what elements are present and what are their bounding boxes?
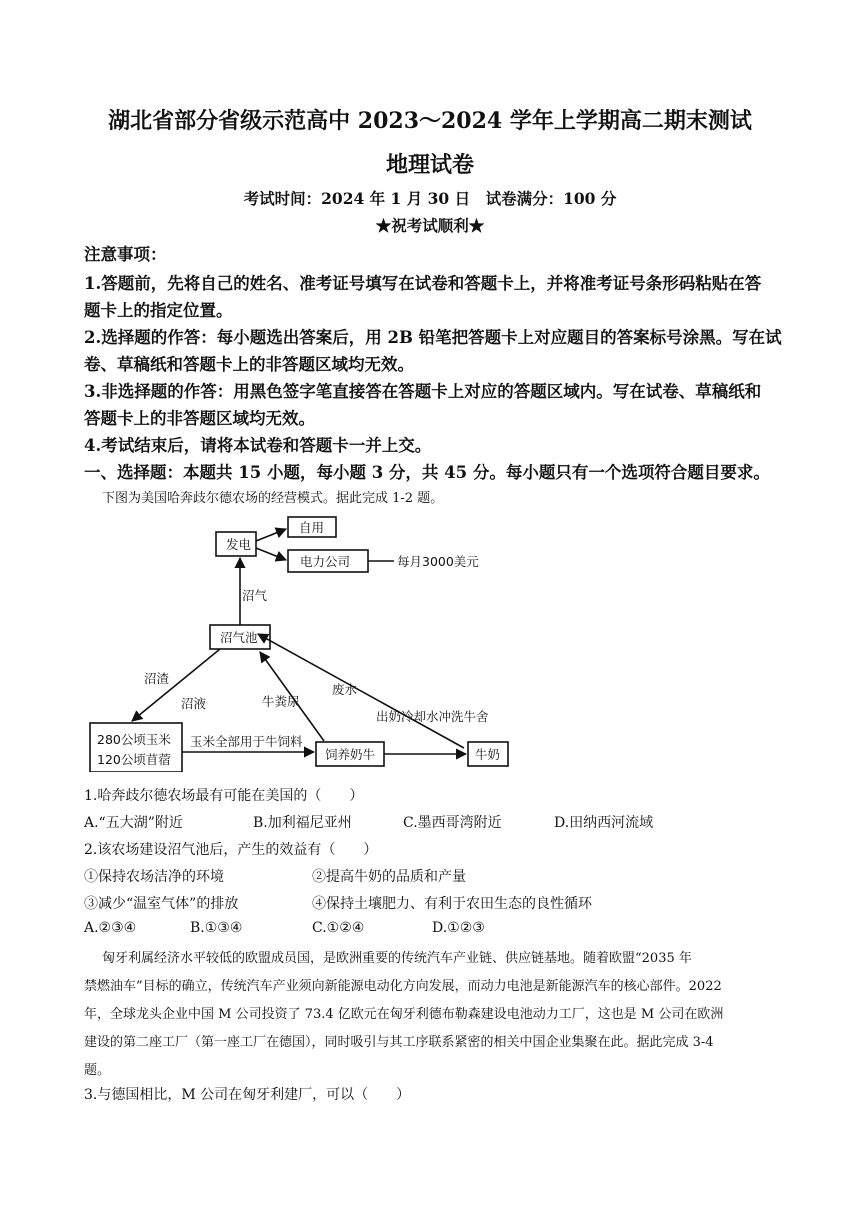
- section-heading: 一、选择题：本题共 15 小题，每小题 3 分，共 45 分。每小题只有一个选项符合题目要求。: [84, 463, 770, 482]
- exam-title: 湖北省部分省级示范高中 2023～2024 学年上学期高二期末测试: [108, 108, 752, 134]
- notes-line: 3.非选择题的作答：用黑色签字笔直接答在答题卡上对应的答题区域内。写在试卷、草稿纸和: [84, 382, 762, 401]
- arrow-to-self-use: [256, 529, 286, 541]
- question-2-option-a: A.②③④: [84, 920, 137, 936]
- question-2-item: ④保持土壤肥力、有利于农田生态的良性循环: [312, 896, 592, 912]
- question-3-stem: 3.与德国相比，M 公司在匈牙利建厂，可以（ ）: [84, 1087, 411, 1103]
- question-2-option-d: D.①②③: [432, 920, 485, 936]
- question-2-item: ②提高牛奶的品质和产量: [312, 869, 466, 885]
- dairy-cattle-label: 饲养奶牛: [325, 747, 376, 762]
- notes-line: 题卡上的指定位置。: [84, 301, 233, 320]
- question-2-item: ①保持农场洁净的环境: [84, 869, 224, 885]
- notes-line: 2.选择题的作答：每小题选出答案后，用 2B 铅笔把答题卡上对应题目的答案标号涂黑。写在试: [84, 328, 782, 347]
- passage-line: 匈牙利属经济水平较低的欧盟成员国，是欧洲重要的传统汽车产业链、供应链基地。随着欧盟“2035 年: [102, 951, 692, 966]
- question-2-item: ③减少“温室气体”的排放: [84, 896, 239, 912]
- question-1-option-c: C.墨西哥湾附近: [403, 815, 502, 831]
- question-1-option-d: D.田纳西河流域: [554, 815, 654, 831]
- notes-heading: 注意事项：: [84, 245, 167, 264]
- manure-label: 牛粪尿: [262, 694, 300, 709]
- arrow-to-power-company: [256, 548, 286, 560]
- farmland-label-2: 120公顷苜蓿: [97, 752, 171, 767]
- power-gen-label: 发电: [226, 537, 252, 552]
- exam-subtitle: 地理试卷: [385, 152, 474, 178]
- power-company-label: 电力公司: [300, 554, 351, 569]
- passage-line: 禁燃油车”目标的确立，传统汽车产业须向新能源电动化方向发展，而动力电池是新能源汽车的核心部件。2022: [84, 979, 722, 994]
- notes-line: 卷、草稿纸和答题卡上的非答题区域均无效。: [84, 355, 414, 374]
- liquid-label: 沼液: [181, 696, 207, 711]
- farm-flow-diagram: [84, 508, 524, 772]
- question-2-option-c: C.①②④: [312, 920, 365, 936]
- question-2-stem: 2.该农场建设沼气池后，产生的效益有（ ）: [84, 842, 378, 858]
- passage-line: 建设的第二座工厂（第一座工厂在德国），同时吸引与其工序联系紧密的相关中国企业集聚在此。据此完成 3-4: [84, 1035, 714, 1050]
- monthly-income-label: 每月3000美元: [397, 554, 479, 569]
- biogas-pool-label: 沼气池: [220, 630, 258, 645]
- farmland-label-1: 280公顷玉米: [97, 732, 171, 747]
- question-1-stem: 1.哈奔歧尔德农场最有可能在美国的（ ）: [84, 788, 364, 804]
- question-1-option-b: B.加利福尼亚州: [253, 815, 352, 831]
- biogas-label: 沼气: [242, 588, 268, 603]
- question-2-option-b: B.①③④: [190, 920, 243, 936]
- feed-label: 玉米全部用于牛饲料: [190, 734, 303, 749]
- notes-line: 1.答题前，先将自己的姓名、准考证号填写在试卷和答题卡上，并将准考证号条形码粘贴在答: [84, 274, 762, 293]
- passage-line: 题。: [84, 1063, 111, 1078]
- exam-info: 考试时间：2024 年 1 月 30 日 试卷满分：100 分: [243, 189, 617, 208]
- passage-line: 年，全球龙头企业中国 M 公司投资了 73.4 亿欧元在匈牙利德布勒森建设电池动力工厂，这也是 M 公司在欧洲: [84, 1007, 724, 1022]
- blessing-line: ★祝考试顺利★: [375, 216, 485, 235]
- question-1-option-a: A.“五大湖”附近: [84, 815, 183, 831]
- self-use-label: 自用: [299, 520, 325, 535]
- diagram-intro: 下图为美国哈奔歧尔德农场的经营模式。据此完成 1-2 题。: [102, 491, 444, 506]
- residue-label: 沼渣: [144, 671, 170, 686]
- wastewater-label: 废水: [332, 682, 358, 697]
- notes-line: 答题卡上的非答题区域均无效。: [84, 409, 315, 428]
- cooling-label: 出奶冷却水冲洗牛舍: [376, 709, 489, 724]
- notes-line: 4.考试结束后，请将本试卷和答题卡一并上交。: [84, 436, 432, 455]
- milk-label: 牛奶: [475, 747, 501, 762]
